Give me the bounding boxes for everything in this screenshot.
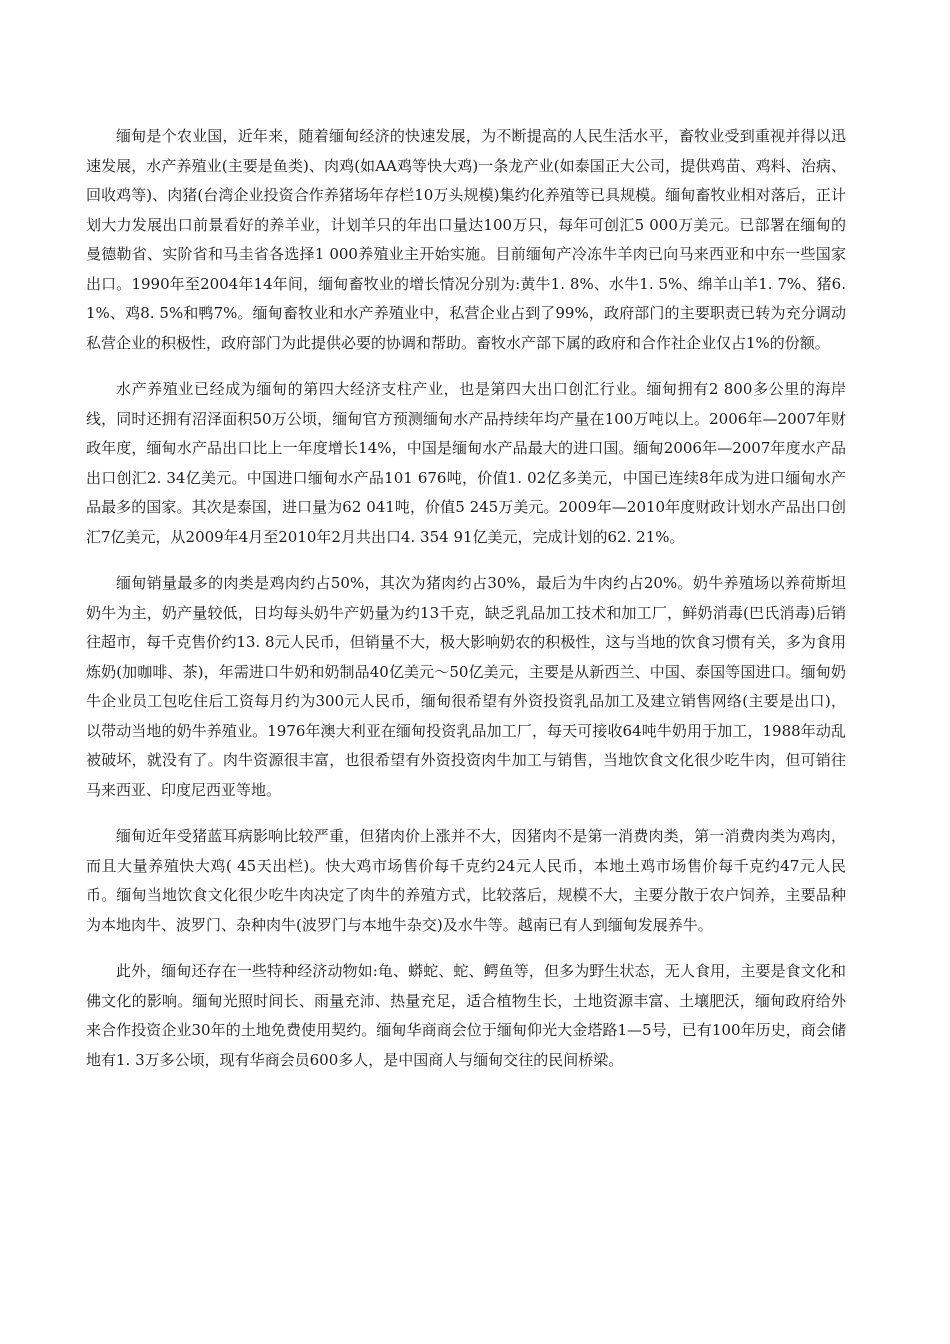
paragraph-livestock-overview: 缅甸是个农业国，近年来，随着缅甸经济的快速发展，为不断提高的人民生活水平，畜牧业受到重视并得以迅速发展，水产养殖业(主要是鱼类)、肉鸡(如AA鸡等快大鸡)一条龙产业(如泰国正大公司，提供鸡苗、鸡料、治病、回收鸡等)、肉猪(台湾企业投资合作养猪场年存栏10万头规模)集约化养殖等已具规模。缅甸畜牧业相对落后，正计划大力发展出口前景看好的养羊业，计划羊只的年出口量达100万只，每年可创汇5 000万美元。已部署在缅甸的曼德勒省、实阶省和马圭省各选择1 000养殖业主开始实施。目前缅甸产冷冻牛羊肉已向马来西亚和中东一些国家出口。1990年至2004年14年间，缅甸畜牧业的增长情况分别为:黄牛1. 8%、水牛1. 5%、绵羊山羊1. 7%、猪6. 1%、鸡8. 5%和鸭7%。缅甸畜牧业和水产养殖业中，私营企业占到了99%，政府部门的主要职责已转为充分调动私营企业的积极性，政府部门为此提供必要的协调和帮助。畜牧水产部下属的政府和合作社企业仅占1%的份额。 [86, 127, 846, 352]
paragraph-special-animals: 此外，缅甸还存在一些特种经济动物如:龟、蟒蛇、蛇、鳄鱼等，但多为野生状态，无人食用，主要是食文化和佛文化的影响。缅甸光照时间长、雨量充沛、热量充足，适合植物生长，土地资源丰富、土壤肥沃，缅甸政府给外来合作投资企业30年的土地免费使用契约。缅甸华商商会位于缅甸仰光大金塔路1—5号，已有100年历史，商会储地有1. 3万多公顷，现有华商会员600多人，是中国商人与缅甸交往的民间桥梁。 [86, 962, 846, 1069]
paragraph-meat-dairy: 缅甸销量最多的肉类是鸡肉约占50%，其次为猪肉约占30%，最后为牛肉约占20%。奶牛养殖场以养荷斯坦奶牛为主，奶产量较低，日均每头奶牛产奶量为约13千克，缺乏乳品加工技术和加工厂，鲜奶消毒(巴氏消毒)后销往超市，每千克售价约13. 8元人民币，但销量不大，极大影响奶农的积极性，这与当地的饮食习惯有关，多为食用炼奶(加咖啡、茶)，年需进口牛奶和奶制品40亿美元～50亿美元，主要是从新西兰、中国、泰国等国进口。缅甸奶牛企业员工包吃住后工资每月约为300元人民币，缅甸很希望有外资投资乳品加工及建立销售网络(主要是出口)，以带动当地的奶牛养殖业。1976年澳大利亚在缅甸投资乳品加工厂，每天可接收64吨牛奶用于加工，1988年动乱被破坏，就没有了。肉牛资源很丰富，也很希望有外资投资肉牛加工与销售，当地饮食文化很少吃牛肉，但可销往马来西亚、印度尼西亚等地。 [86, 574, 846, 799]
document-body [86, 122, 846, 1092]
paragraph-aquaculture: 水产养殖业已经成为缅甸的第四大经济支柱产业，也是第四大出口创汇行业。缅甸拥有2 800多公里的海岸线，同时还拥有沼泽面积50万公顷，缅甸官方预测缅甸水产品持续年均产量在100万吨以上。2006年—2007年财政年度，缅甸水产品出口比上一年度增长14%，中国是缅甸水产品最大的进口国。缅甸2006年—2007年度水产品出口创汇2. 34亿美元。中国进口缅甸水产品101 676吨，价值1. 02亿多美元，中国已连续8年成为进口缅甸水产品最多的国家。其次是泰国，进口量为62 041吨，价值5 245万美元。2009年—2010年度财政计划水产品出口创汇7亿美元，从2009年4月至2010年2月共出口4. 354 91亿美元，完成计划的62. 21%。 [86, 380, 846, 546]
paragraph-pork-poultry-beef: 缅甸近年受猪蓝耳病影响比较严重，但猪肉价上涨并不大，因猪肉不是第一消费肉类，第一消费肉类为鸡肉，而且大量养殖快大鸡( 45天出栏)。快大鸡市场售价每千克约24元人民币，本地土鸡市场售价每千克约47元人民币。缅甸当地饮食文化很少吃牛肉决定了肉牛的养殖方式，比较落后，规模不大，主要分散于农户饲养，主要品种为本地肉牛、波罗门、杂种肉牛(波罗门与本地牛杂交)及水牛等。越南已有人到缅甸发展养牛。 [86, 827, 846, 934]
